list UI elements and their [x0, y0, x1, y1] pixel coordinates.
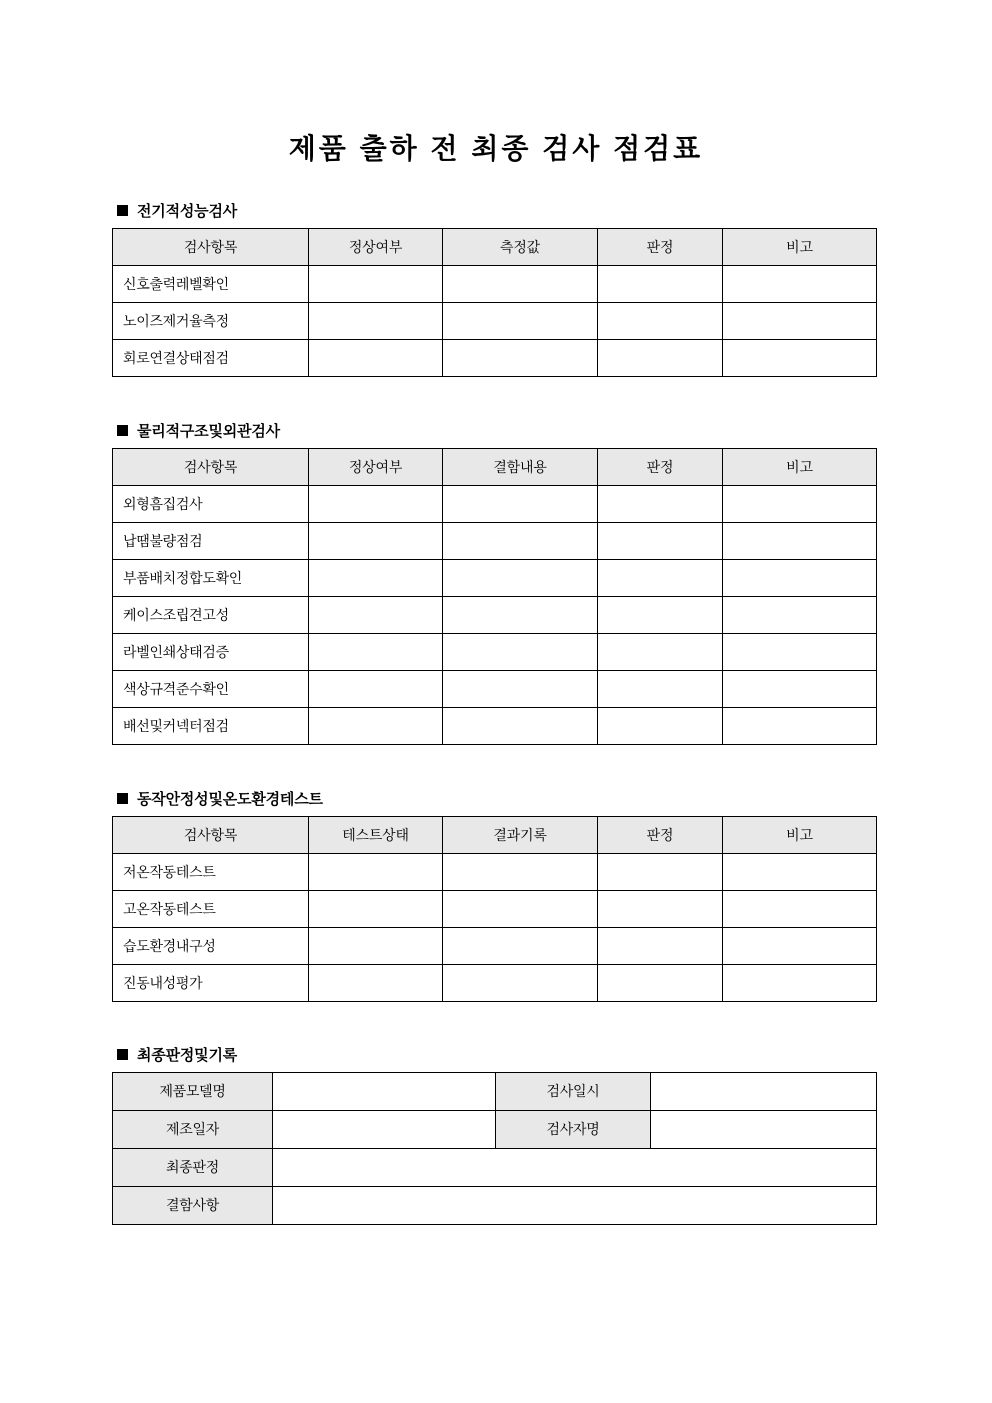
- column-header-test-state: 테스트상태: [309, 816, 443, 853]
- cell-status[interactable]: [309, 265, 443, 302]
- inspection-table-physical: [112, 448, 877, 745]
- cell-judgement[interactable]: [598, 485, 723, 522]
- row-item-label: 배선및커넥터점검: [113, 707, 309, 744]
- cell-defect-detail[interactable]: [443, 596, 598, 633]
- page-title: 제품 출하 전 최종 검사 점검표: [288, 133, 704, 164]
- label-final-judgement: 최종판정: [113, 1148, 273, 1186]
- final-record-table: [112, 1072, 877, 1225]
- row-item-label: 습도환경내구성: [113, 927, 309, 964]
- section-heading: [117, 200, 992, 221]
- column-header-remarks: 비고: [723, 228, 877, 265]
- value-defect-notes[interactable]: [273, 1186, 877, 1224]
- row-item-label: 저온작동테스트: [113, 853, 309, 890]
- cell-remarks[interactable]: [723, 890, 877, 927]
- table-header-row: [113, 448, 877, 485]
- column-header-result-record: 결과기록: [443, 816, 598, 853]
- cell-status[interactable]: [309, 596, 443, 633]
- cell-result-record[interactable]: [443, 927, 598, 964]
- section-heading: [117, 420, 992, 441]
- cell-test-state[interactable]: [309, 927, 443, 964]
- section-spacer: [0, 377, 992, 420]
- cell-defect-detail[interactable]: [443, 707, 598, 744]
- table-row: [113, 707, 877, 744]
- cell-judgement[interactable]: [598, 707, 723, 744]
- cell-judgement[interactable]: [598, 927, 723, 964]
- cell-test-state[interactable]: [309, 890, 443, 927]
- cell-test-state[interactable]: [309, 853, 443, 890]
- column-header-measured-value: 측정값: [443, 228, 598, 265]
- section-spacer: [0, 1002, 992, 1044]
- value-inspection-datetime[interactable]: [651, 1072, 877, 1110]
- column-header-status: 정상여부: [309, 448, 443, 485]
- section-heading-label: 최종판정및기록: [137, 1046, 238, 1064]
- cell-remarks[interactable]: [723, 927, 877, 964]
- cell-status[interactable]: [309, 339, 443, 376]
- row-item-label: 노이즈제거율측정: [113, 302, 309, 339]
- cell-result-record[interactable]: [443, 853, 598, 890]
- cell-remarks[interactable]: [723, 670, 877, 707]
- cell-judgement[interactable]: [598, 559, 723, 596]
- cell-status[interactable]: [309, 633, 443, 670]
- section-spacer: [0, 745, 992, 788]
- cell-remarks[interactable]: [723, 559, 877, 596]
- cell-test-state[interactable]: [309, 964, 443, 1001]
- label-product-model: 제품모델명: [113, 1072, 273, 1110]
- cell-measured-value[interactable]: [443, 339, 598, 376]
- table-row: [113, 1110, 877, 1148]
- column-header-remarks: 비고: [723, 448, 877, 485]
- row-item-label: 고온작동테스트: [113, 890, 309, 927]
- cell-status[interactable]: [309, 707, 443, 744]
- cell-status[interactable]: [309, 485, 443, 522]
- label-defect-notes: 결함사항: [113, 1186, 273, 1224]
- table-row: [113, 596, 877, 633]
- table-row: [113, 927, 877, 964]
- cell-remarks[interactable]: [723, 302, 877, 339]
- value-final-judgement[interactable]: [273, 1148, 877, 1186]
- table-row: [113, 1186, 877, 1224]
- label-inspector-name: 검사자명: [496, 1110, 651, 1148]
- table-row: [113, 339, 877, 376]
- cell-judgement[interactable]: [598, 890, 723, 927]
- table-header-row: [113, 228, 877, 265]
- cell-remarks[interactable]: [723, 485, 877, 522]
- square-bullet-icon: [117, 793, 128, 804]
- cell-measured-value[interactable]: [443, 265, 598, 302]
- column-header-item: 검사항목: [113, 228, 309, 265]
- cell-judgement[interactable]: [598, 265, 723, 302]
- cell-defect-detail[interactable]: [443, 522, 598, 559]
- inspection-table-environment: [112, 816, 877, 1002]
- row-item-label: 회로연결상태점검: [113, 339, 309, 376]
- square-bullet-icon: [117, 205, 128, 216]
- cell-remarks[interactable]: [723, 339, 877, 376]
- column-header-status: 정상여부: [309, 228, 443, 265]
- row-item-label: 외형흠집검사: [113, 485, 309, 522]
- cell-judgement[interactable]: [598, 964, 723, 1001]
- value-inspector-name[interactable]: [651, 1110, 877, 1148]
- cell-remarks[interactable]: [723, 964, 877, 1001]
- row-item-label: 색상규격준수확인: [113, 670, 309, 707]
- section-stability-environment: [0, 788, 992, 1002]
- row-item-label: 신호출력레벨확인: [113, 265, 309, 302]
- row-item-label: 진동내성평가: [113, 964, 309, 1001]
- cell-remarks[interactable]: [723, 522, 877, 559]
- section-heading-label: 동작안정성및온도환경테스트: [137, 790, 323, 808]
- cell-judgement[interactable]: [598, 339, 723, 376]
- table-row: [113, 1072, 877, 1110]
- cell-judgement[interactable]: [598, 670, 723, 707]
- title-spacer: [0, 166, 992, 200]
- column-header-judgement: 판정: [598, 816, 723, 853]
- column-header-item: 검사항목: [113, 448, 309, 485]
- cell-defect-detail[interactable]: [443, 670, 598, 707]
- value-product-model[interactable]: [273, 1072, 496, 1110]
- cell-remarks[interactable]: [723, 853, 877, 890]
- cell-judgement[interactable]: [598, 302, 723, 339]
- cell-remarks[interactable]: [723, 707, 877, 744]
- square-bullet-icon: [117, 425, 128, 436]
- section-electrical-performance: [0, 200, 992, 377]
- section-heading: [117, 1044, 992, 1065]
- table-row: [113, 265, 877, 302]
- section-heading: [117, 788, 992, 809]
- cell-defect-detail[interactable]: [443, 485, 598, 522]
- cell-judgement[interactable]: [598, 522, 723, 559]
- cell-status[interactable]: [309, 302, 443, 339]
- cell-status[interactable]: [309, 670, 443, 707]
- cell-status[interactable]: [309, 522, 443, 559]
- cell-remarks[interactable]: [723, 265, 877, 302]
- section-physical-appearance: [0, 420, 992, 745]
- section-final-judgement-record: [0, 1044, 992, 1225]
- table-row: [113, 1148, 877, 1186]
- column-header-defect-detail: 결함내용: [443, 448, 598, 485]
- table-row: [113, 633, 877, 670]
- cell-defect-detail[interactable]: [443, 559, 598, 596]
- row-item-label: 부품배치정합도확인: [113, 559, 309, 596]
- label-inspection-datetime: 검사일시: [496, 1072, 651, 1110]
- table-row: [113, 485, 877, 522]
- cell-judgement[interactable]: [598, 853, 723, 890]
- cell-judgement[interactable]: [598, 596, 723, 633]
- table-row: [113, 964, 877, 1001]
- column-header-remarks: 비고: [723, 816, 877, 853]
- table-row: [113, 522, 877, 559]
- cell-judgement[interactable]: [598, 633, 723, 670]
- table-header-row: [113, 816, 877, 853]
- table-row: [113, 559, 877, 596]
- cell-result-record[interactable]: [443, 964, 598, 1001]
- table-row: [113, 670, 877, 707]
- cell-measured-value[interactable]: [443, 302, 598, 339]
- table-row: [113, 890, 877, 927]
- cell-defect-detail[interactable]: [443, 633, 598, 670]
- row-item-label: 납땜불량점검: [113, 522, 309, 559]
- label-manufacture-date: 제조일자: [113, 1110, 273, 1148]
- cell-result-record[interactable]: [443, 890, 598, 927]
- column-header-item: 검사항목: [113, 816, 309, 853]
- cell-remarks[interactable]: [723, 596, 877, 633]
- section-heading-label: 전기적성능검사: [137, 202, 238, 220]
- square-bullet-icon: [117, 1049, 128, 1060]
- cell-remarks[interactable]: [723, 633, 877, 670]
- table-row: [113, 302, 877, 339]
- column-header-judgement: 판정: [598, 228, 723, 265]
- section-heading-label: 물리적구조및외관검사: [137, 422, 280, 440]
- cell-status[interactable]: [309, 559, 443, 596]
- value-manufacture-date[interactable]: [273, 1110, 496, 1148]
- row-item-label: 케이스조립견고성: [113, 596, 309, 633]
- inspection-table-electrical: [112, 228, 877, 377]
- table-row: [113, 853, 877, 890]
- column-header-judgement: 판정: [598, 448, 723, 485]
- row-item-label: 라벨인쇄상태검증: [113, 633, 309, 670]
